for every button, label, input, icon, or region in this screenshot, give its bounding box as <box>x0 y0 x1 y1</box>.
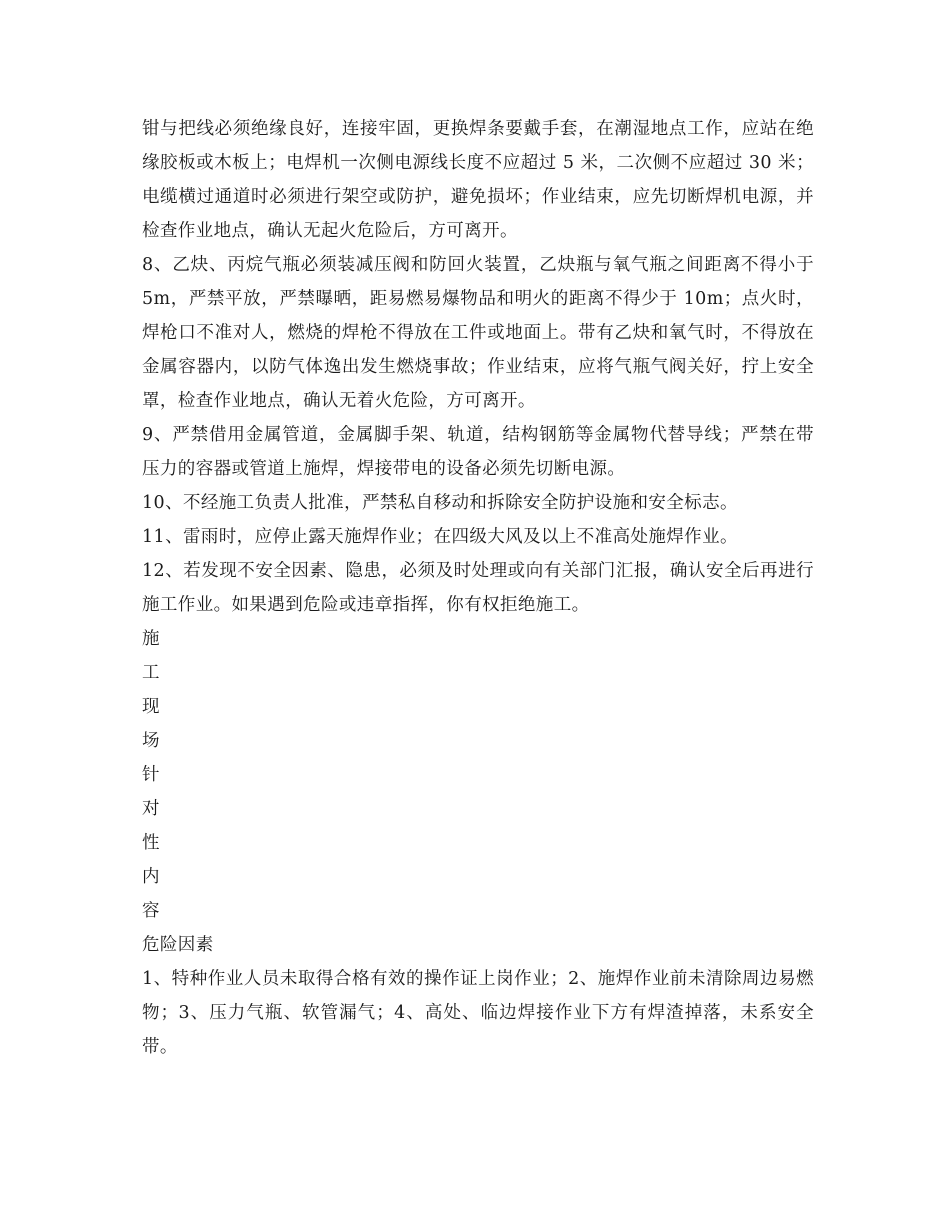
vertical-label-char: 现 <box>142 697 160 717</box>
paragraph-item-12: 12、若发现不安全因素、隐患，必须及时处理或向有关部门汇报，确认安全后再进行施工作业。如果遇到危险或违章指挥，你有权拒绝施工。 <box>142 561 814 615</box>
paragraph-continued: 钳与把线必须绝缘良好，连接牢固，更换焊条要戴手套，在潮湿地点工作，应站在绝缘胶板或木板上；电焊机一次侧电源线长度不应超过 5 米，二次侧不应超过 30 米；电缆横过通道时必须进行架空或防护，避免损坏；作业结束，应先切断焊机电源，并检查作业地点，确认无起火危险后，方可离开。 <box>142 119 814 241</box>
paragraph-item-10: 10、不经施工负责人批准，严禁私自移动和拆除安全防护设施和安全标志。 <box>142 493 738 513</box>
vertical-label <box>142 622 814 928</box>
vertical-label-char: 性 <box>142 833 160 853</box>
vertical-label-char: 场 <box>142 731 160 751</box>
vertical-label-char: 针 <box>142 765 160 785</box>
paragraph-item-11: 11、雷雨时，应停止露天施焊作业；在四级大风及以上不准高处施焊作业。 <box>142 527 738 547</box>
vertical-label-char: 容 <box>142 901 160 921</box>
vertical-label-char: 施 <box>142 629 160 649</box>
hazard-heading: 危险因素 <box>142 935 214 955</box>
vertical-label-char: 内 <box>142 867 160 887</box>
paragraph-item-8: 8、乙炔、丙烷气瓶必须装减压阀和防回火装置，乙炔瓶与氧气瓶之间距离不得小于 5m，严禁平放，严禁曝晒，距易燃易爆物品和明火的距离不得少于 10m；点火时，焊枪口不准对人，燃烧的焊枪不得放在工件或地面上。带有乙炔和氧气时，不得放在金属容器内，以防气体逸出发生燃烧事故；作业结束，应将气瓶气阀关好，拧上安全罩，检查作业地点，确认无着火危险，方可离开。 <box>142 255 814 411</box>
document-body <box>142 112 814 1064</box>
hazard-text: 1、特种作业人员未取得合格有效的操作证上岗作业；2、施焊作业前未清除周边易燃物；3、压力气瓶、软管漏气；4、高处、临边焊接作业下方有焊渣掉落，未系安全带。 <box>142 969 814 1057</box>
vertical-label-char: 对 <box>142 799 160 819</box>
paragraph-item-9: 9、严禁借用金属管道，金属脚手架、轨道，结构钢筋等金属物代替导线；严禁在带压力的容器或管道上施焊，焊接带电的设备必须先切断电源。 <box>142 425 814 479</box>
vertical-label-char: 工 <box>142 663 160 683</box>
